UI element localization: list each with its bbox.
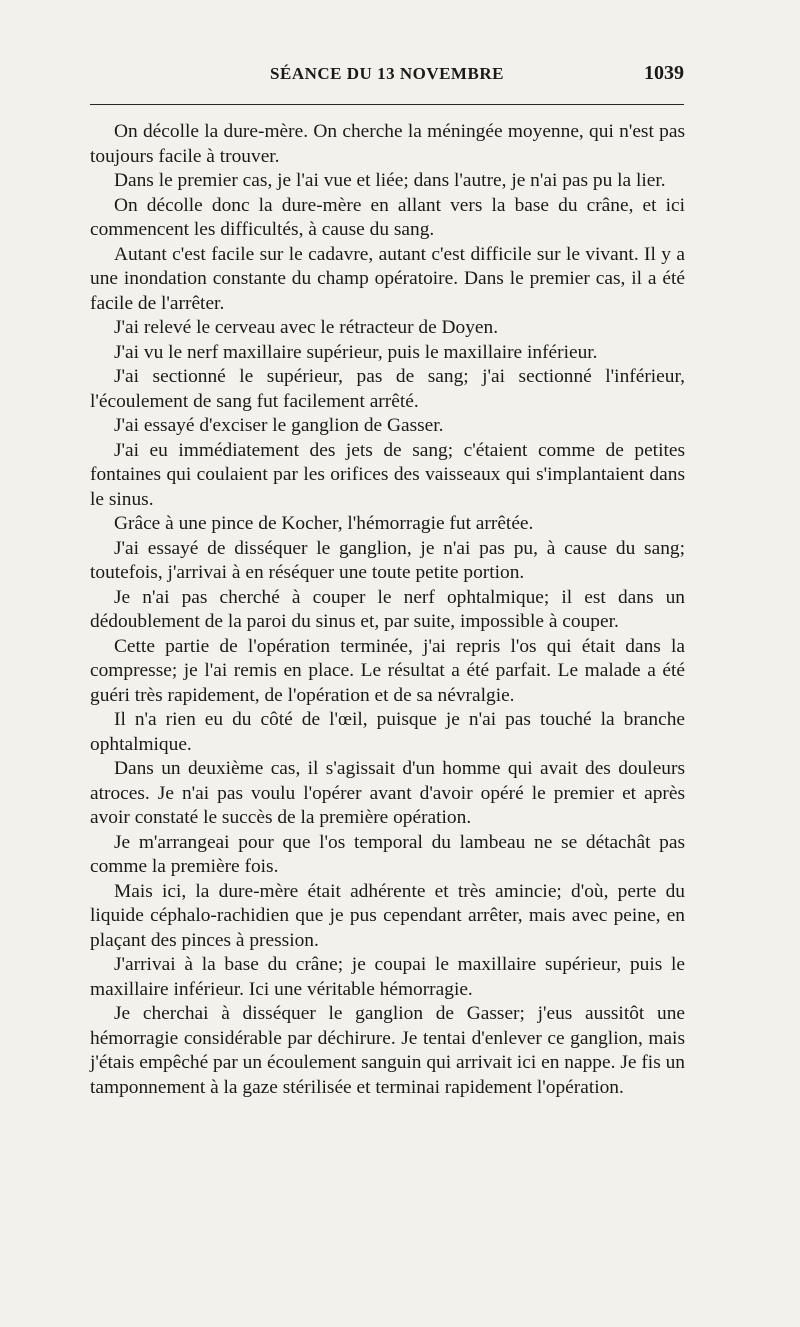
paragraph: Mais ici, la dure-mère était adhérente et très amincie; d'où, perte du liquide céphalo-rachidien que je pus cependant arrêter, mais avec peine, en plaçant des pinces à pression. [90, 880, 685, 951]
body-text [90, 120, 685, 1100]
paragraph: Je m'arrangeai pour que l'os temporal du lambeau ne se détachât pas comme la première fois. [90, 831, 685, 877]
paragraph: J'ai sectionné le supérieur, pas de sang; j'ai sectionné l'inférieur, l'écoulement de sang fut facilement arrêté. [90, 366, 685, 412]
paragraph: J'ai vu le nerf maxillaire supérieur, puis le maxillaire inférieur. [114, 341, 598, 363]
paragraph: J'arrivai à la base du crâne; je coupai le maxillaire supérieur, puis le maxillaire inférieur. Ici une véritable hémorragie. [90, 954, 685, 1000]
paragraph: J'ai eu immédiatement des jets de sang; c'étaient comme de petites fontaines qui coulaient par les orifices des vaisseaux qui s'implantaient dans le sinus. [90, 439, 685, 510]
paragraph: J'ai essayé d'exciser le ganglion de Gasser. [114, 415, 444, 436]
paragraph: Cette partie de l'opération terminée, j'ai repris l'os qui était dans la compresse; je l'ai remis en place. Le résultat a été parfait. Le malade a été guéri très rapidement, de l'opération et de sa névralgie. [90, 635, 685, 706]
paragraph: Je n'ai pas cherché à couper le nerf ophtalmique; il est dans un dédoublement de la paroi du sinus et, par suite, impossible à couper. [90, 586, 685, 632]
paragraph: Autant c'est facile sur le cadavre, autant c'est difficile sur le vivant. Il y a une inondation constante du champ opératoire. Dans le premier cas, il a été facile de l'arrêter. [90, 243, 685, 314]
header-rule [90, 104, 684, 105]
paragraph: Dans le premier cas, je l'ai vue et liée; dans l'autre, je n'ai pas pu la lier. [114, 170, 666, 191]
paragraph: J'ai relevé le cerveau avec le rétracteur de Doyen. [114, 317, 499, 338]
running-title: SÉANCE DU 13 NOVEMBRE [270, 64, 504, 83]
paragraph: On décolle donc la dure-mère en allant vers la base du crâne, et ici commencent les difficultés, à cause du sang. [90, 194, 685, 240]
paragraph: J'ai essayé de disséquer le ganglion, je n'ai pas pu, à cause du sang; toutefois, j'arrivai à en réséquer une toute petite portion. [90, 537, 685, 583]
page-number: 1039 [644, 62, 684, 84]
page-header [90, 64, 684, 90]
paragraph: On décolle la dure-mère. On cherche la méningée moyenne, qui n'est pas toujours facile à trouver. [90, 121, 685, 167]
paragraph: Dans un deuxième cas, il s'agissait d'un homme qui avait des douleurs atroces. Je n'ai pas voulu l'opérer avant d'avoir opéré le premier et après avoir constaté le succès de la première opération. [90, 758, 685, 828]
paragraph: Il n'a rien eu du côté de l'œil, puisque je n'ai pas touché la branche ophtalmique. [90, 709, 685, 755]
paragraph: Je cherchai à disséquer le ganglion de Gasser; j'eus aussitôt une hémorragie considérable par déchirure. Je tentai d'enlever ce ganglion, mais j'étais empêché par un écoulement sanguin qui arrivait ici en nappe. Je fis un tamponnement à la gaze stérilisée et terminai rapidement l'opération. [90, 1003, 685, 1098]
paragraph: Grâce à une pince de Kocher, l'hémorragie fut arrêtée. [114, 513, 534, 534]
